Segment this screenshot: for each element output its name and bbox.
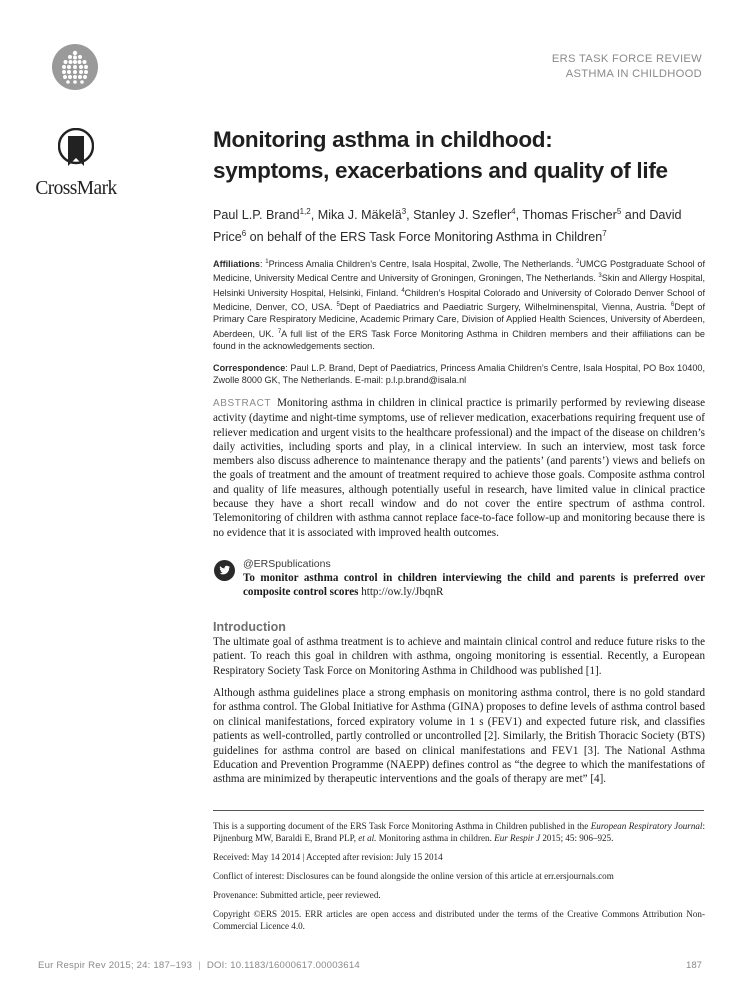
tweet-handle[interactable]: @ERSpublications [243, 558, 331, 570]
article-title [213, 124, 713, 186]
tweet-box [243, 557, 705, 599]
correspondence-text: : Paul L.P. Brand, Dept of Paediatrics, Princess Amalia Children’s Centre, Isala Hospital, PO Box 10400, Zwolle 8000 GK, The Netherlands. E-mail: p.l.p.brand@isala.nl [213, 363, 705, 386]
title-line-2: symptoms, exacerbations and quality of life [213, 158, 668, 183]
affiliation-text: Princess Amalia Children’s Centre, Isala Hospital, Zwolle, The Netherlands. [268, 259, 577, 270]
footnote-provenance: Provenance: Submitted article, peer reviewed. [213, 890, 381, 900]
section-line-1: ERS TASK FORCE REVIEW [551, 53, 702, 65]
affiliation-text: A full list of the ERS Task Force Monitoring Asthma in Children members and their affiliations can be found in the acknowledgements section. [213, 328, 705, 351]
footer-journal: Eur Respir Rev 2015; 24: 187–193 [38, 960, 193, 971]
affiliation-number: 6 [670, 301, 675, 308]
affiliation-text: Skin and Allergy Hospital, Helsinki University Hospital, Helsinki, Finland. [213, 273, 705, 298]
abstract-label: ABSTRACT [213, 398, 272, 409]
crossmark-bookmark-icon [58, 128, 94, 176]
crossmark-label: CrossMark [35, 178, 117, 199]
author-name: and David Price [213, 208, 682, 244]
affiliation-text: UMCG Postgraduate School of Medicine, University Medical Centre and University of Groningen, Groningen, The Netherlands. [213, 259, 705, 284]
journal-abbrev: Eur Respir J [494, 833, 541, 843]
footnote-text: : Pijnenburg MW, Baraldi E, Brand PLP, [213, 821, 705, 843]
author-name: , Mika J. Mäkelä [310, 208, 402, 223]
tweet-text: To monitor asthma control in children interviewing the child and parents is preferred over composite control scores [243, 572, 705, 598]
author-name: , Thomas Frischer [515, 208, 617, 223]
correspondence [213, 362, 705, 387]
footnote-text: 2015; 45: 906–925. [540, 833, 614, 843]
abstract [213, 396, 705, 540]
footnote-text: Monitoring asthma in children. [376, 833, 495, 843]
author-affiliation-ref: 6 [241, 228, 247, 238]
footnote-received: Received: May 14 2014 | Accepted after revision: July 15 2014 [213, 852, 443, 862]
footnote-conflict: Conflict of interest: Disclosures can be found alongside the online version of this article at err.ersjournals.com [213, 871, 614, 881]
footer-doi[interactable]: DOI: 10.1183/16000617.00003614 [206, 960, 360, 971]
author-affiliation-ref: 4 [511, 207, 516, 216]
footnote-copyright: Copyright ©ERS 2015. ERR articles are open access and distributed under the terms of the Creative Commons Attribution Non-Commercial Licence 4.0. [213, 909, 705, 931]
author-affiliation-ref: 7 [602, 228, 607, 238]
footnote-supporting-document [213, 820, 705, 844]
introduction-paragraph-1: The ultimate goal of asthma treatment is to achieve and maintain clinical control and reduce future risks to the patient. To reach this goal in children with asthma, ongoing monitoring is essential. Recently, a European Respiratory Society Task Force on Monitoring Asthma in Childhood was published [1]. [213, 636, 705, 677]
footnote-text: This is a supporting document of the ERS Task Force Monitoring Asthma in Children published in the [213, 821, 591, 831]
author-affiliation-ref: 5 [616, 207, 622, 216]
introduction-paragraph-2: Although asthma guidelines place a strong emphasis on monitoring asthma control, there is no gold standard for asthma control. The Global Initiative for Asthma (GINA) proposes to define levels of asthma control based on clinical manifestations, forced expiratory volume in 1 s (FEV1) and expected future risk, and classifies patients as well-controlled, partly controlled or uncontrolled [2]. Similarly, the British Thoracic Society (BTS) guidelines for asthma control are based on clinical manifestations and FEV1 [3]. The National Asthma Education and Prevention Programme (NAEPP) defines control as “the degree to which the manifestations of asthma are minimized by therapeutic interventions and the goals of therapy are met” [4]. [213, 687, 705, 786]
footnotes [213, 820, 705, 939]
author-affiliation-ref: 1,2 [299, 207, 311, 216]
et-al: et al. [358, 833, 377, 843]
affiliation-number: 1 [265, 259, 269, 265]
footnote-divider [213, 810, 704, 811]
author-group: on behalf of the ERS Task Force Monitoring Asthma in Children [246, 229, 603, 244]
page-number: 187 [685, 960, 702, 971]
twitter-bird-icon[interactable] [214, 560, 235, 581]
footer-separator: | [198, 960, 201, 971]
page-footer [38, 960, 360, 971]
section-tag [552, 52, 702, 82]
author-list [213, 203, 713, 246]
author-name: , Stanley J. Szefler [406, 208, 512, 223]
tweet-link[interactable]: http://ow.ly/JbqnR [358, 586, 444, 598]
crossmark-badge[interactable] [30, 128, 122, 200]
correspondence-label: Correspondence [213, 363, 286, 373]
affiliation-number: 4 [401, 287, 405, 294]
introduction-heading: Introduction [213, 620, 286, 634]
author-name: Paul L.P. Brand [213, 208, 300, 223]
affiliation-number: 7 [277, 328, 282, 335]
journal-name: European Respiratory Journal [590, 821, 703, 831]
affiliation-number: 5 [336, 301, 340, 308]
affiliations: Affiliations: $^1$Princess Amalia Children’s Centre, Isala Hospital, Zwolle, The Netherlands. $^2$UMCG Postgraduate School of Medicine, University Medical Centre and University of Groningen, Groningen, The Netherlands. $^3$Skin and Allergy Hospital, Helsinki University Hospital, Helsinki, Finland. $^4$Children’s Hospital Colorado and University of Colorado Denver School of Medicine, Denver, CO, USA. $^5$Dept of Paediatrics and Paediatric Surgery, Wilhelminenspital, Vienna, Austria. $^6$Dept of Primary Care Respiratory Medicine, Academic Primary Care, Division of Applied Health Sciences, University of Aberdeen, Aberdeen, UK. $^7$A full list of the ERS Task Force Monitoring Asthma in Children members and their affiliations can be found in the acknowledgements section. [213, 259, 706, 351]
author-affiliation-ref: 3 [401, 207, 407, 216]
section-line-2: ASTHMA IN CHILDHOOD [565, 68, 702, 80]
affiliation-number: 2 [576, 259, 580, 265]
affiliation-text: Children’s Hospital Colorado and University of Colorado Denver School of Medicine, Denver, CO, USA. [213, 287, 705, 313]
affiliation-text: Dept of Paediatrics and Paediatric Surgery, Wilhelminenspital, Vienna, Austria. [339, 302, 671, 313]
abstract-text: Monitoring asthma in children in clinical practice is primarily performed by reviewing disease activity (daytime and night-time symptoms, use of reliever medication, exacerbations requiring frequent use of reliever medication and urgent visits to the healthcare professional) and the impact of the disease on children’s daily activities, including sports and play, in a clinical interview. In such an interview, most task force members also discuss adherence to maintenance therapy and the patients’ (and parents’) views and beliefs on the goals of treatment and the amount of treatment required to achieve those goals. Composite asthma control and quality of life measures, although potentially useful in research, have limited value in clinical practice because they have a short recall window and do not cover the entire spectrum of asthma control. Telemonitoring of children with asthma cannot replace face-to-face follow-up and monitoring because there is no evidence that it is associated with improved health outcomes. [213, 397, 705, 539]
title-line-1: Monitoring asthma in childhood: [213, 127, 553, 152]
affiliations-label: Affiliations [213, 259, 260, 270]
affiliation-text: Dept of Primary Care Respiratory Medicine, Academic Primary Care, Division of Applied Health Sciences, University of Aberdeen, Aberdeen, UK. [213, 302, 706, 339]
affiliation-number: 3 [598, 273, 602, 280]
ers-logo-icon [52, 44, 98, 90]
